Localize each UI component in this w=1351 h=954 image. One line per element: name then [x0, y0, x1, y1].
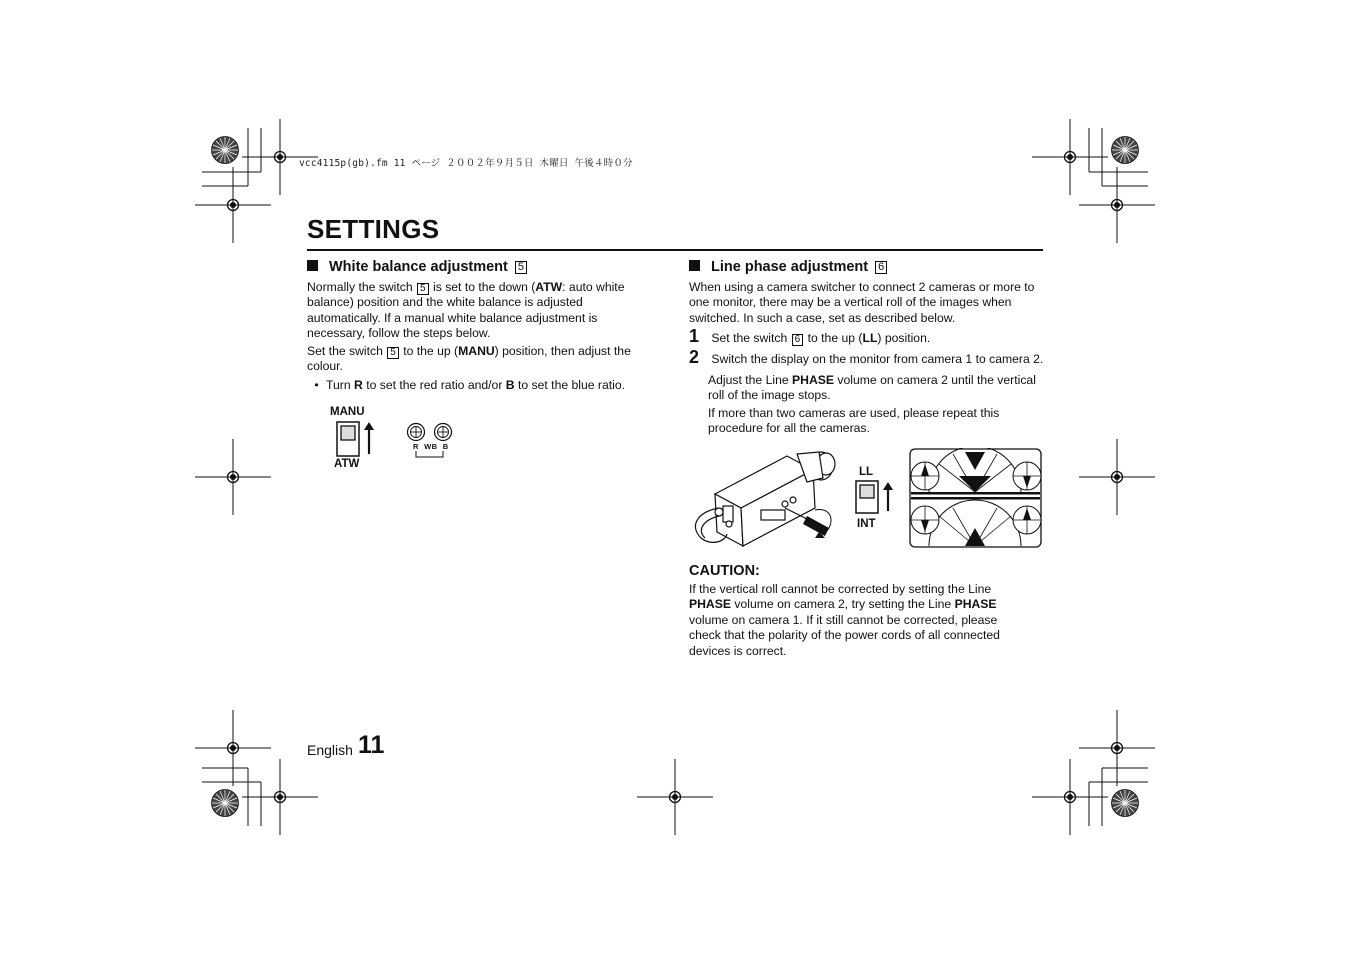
white-balance-bullet: • Turn R to set the red ratio and/or B to set the blue ratio.: [314, 378, 626, 392]
section-square-icon: [689, 260, 700, 271]
crosshair-icon: [1032, 119, 1108, 195]
footer-language: English: [307, 742, 353, 758]
switch-number-badge: 5: [387, 347, 399, 359]
line-phase-paragraph: When using a camera switcher to connect 2 cameras or more to one monitor, there may be a vertical roll of the images when switched. In such a case, set as described below.: [689, 280, 1035, 325]
registration-star-icon: [1112, 137, 1139, 164]
title-rule: [307, 249, 1043, 251]
crosshair-icon: [195, 439, 271, 515]
knob-b-label: B: [442, 442, 449, 451]
registration-star-icon: [212, 137, 239, 164]
registration-star-icon: [1112, 790, 1139, 817]
line-phase-heading-text: Line phase adjustment: [711, 259, 869, 275]
crosshair-icon: [195, 167, 271, 243]
white-balance-heading: [307, 259, 527, 275]
crosshair-icon: [1079, 439, 1155, 515]
page-title: SETTINGS: [307, 214, 440, 244]
knob-wb-label: WB: [424, 442, 438, 451]
line-phase-heading: [689, 259, 887, 275]
test-pattern-illustration: [909, 448, 1043, 549]
crosshair-icon: [1032, 759, 1108, 835]
crosshair-icon: [242, 759, 318, 835]
atw-label: ATW: [334, 458, 360, 470]
switch-number-badge: 5: [417, 283, 429, 295]
r-knob-icon: [408, 424, 425, 441]
step-2-detail: Adjust the Line PHASE volume on camera 2 until the vertical roll of the image stops.: [708, 373, 1036, 403]
knob-r-label: R: [413, 442, 419, 451]
white-balance-heading-text: White balance adjustment: [329, 259, 508, 275]
wb-switch-diagram: [333, 420, 381, 460]
int-label: INT: [857, 518, 876, 530]
crosshair-icon: [1079, 167, 1155, 243]
step-number: 1: [689, 326, 700, 346]
crosshair-icon: [1079, 710, 1155, 786]
step-2: 2 Switch the display on the monitor from camera 1 to camera 2.: [689, 347, 1044, 367]
step-1: 1 Set the switch 6 to the up (LL) position.: [689, 326, 931, 346]
ll-label: LL: [859, 466, 874, 478]
camera-illustration: [689, 446, 849, 548]
page-number: 11: [358, 731, 385, 759]
caution-heading: CAUTION:: [689, 563, 760, 579]
white-balance-paragraph-1: Normally the switch 5 is set to the down (ATW: auto white balance) position and the white balance is adjusted automatically. If a manual white balance adjustment is necessary, follow the steps below.: [307, 280, 625, 341]
white-balance-paragraph-2: Set the switch 5 to the up (MANU) position, then adjust the colour.: [307, 344, 631, 374]
crosshair-icon: [195, 710, 271, 786]
ll-switch-diagram: [853, 478, 899, 518]
crosshair-icon: [637, 759, 713, 835]
file-header-line: vcc4115p(gb).fm 11 ページ ２００２年９月５日 木曜日 午後４時０分: [299, 158, 633, 169]
caution-text: If the vertical roll cannot be corrected by setting the Line PHASE volume on camera 2, try setting the Line PHASE volume on camera 1. If it still cannot be corrected, please check that the polarity of the power cords of all connected devices is correct.: [689, 582, 1000, 658]
knob-labels: [413, 442, 449, 451]
b-knob-icon: [435, 424, 452, 441]
registration-star-icon: [212, 790, 239, 817]
switch-number-badge: 6: [875, 261, 887, 274]
manu-label: MANU: [330, 406, 365, 418]
switch-number-badge: 6: [792, 334, 804, 346]
switch-number-badge: 5: [515, 261, 527, 274]
section-square-icon: [307, 260, 318, 271]
step-number: 2: [689, 347, 700, 367]
step-2-note: If more than two cameras are used, please repeat this procedure for all the cameras.: [708, 406, 1000, 436]
